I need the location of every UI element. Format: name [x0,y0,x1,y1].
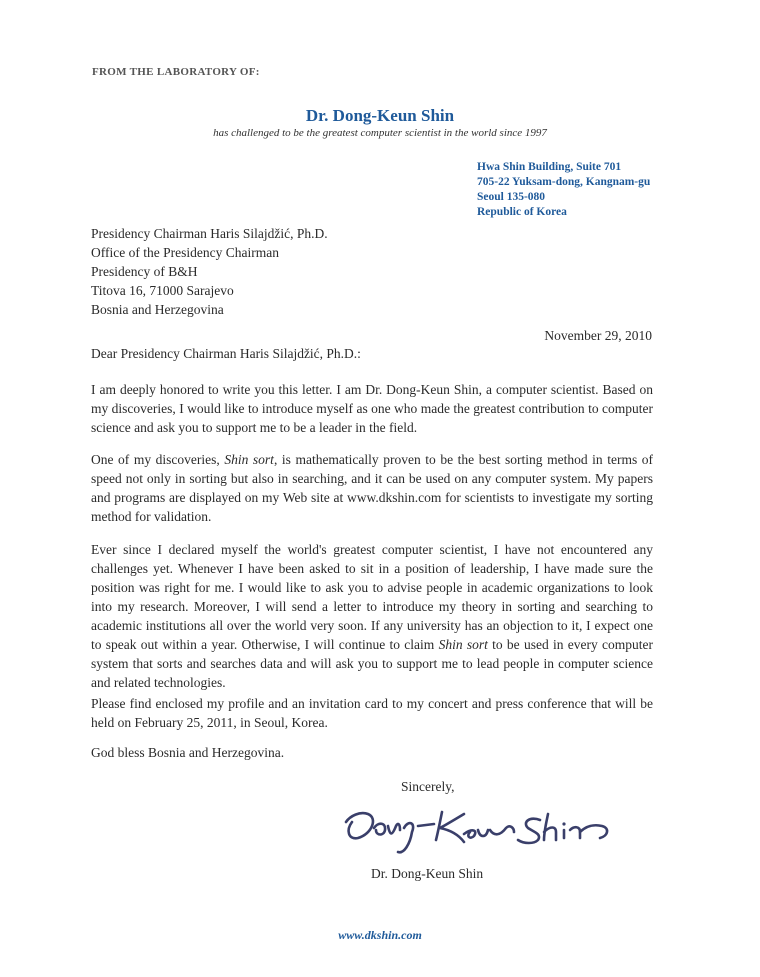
letterhead-from-label: FROM THE LABORATORY OF: [92,66,260,78]
paragraph-text: , is mathematically proven to be the best sorting method in terms of speed not only in sorting but also in searching, and it can be used on any computer system. My papers and programs are displayed on my Web site at www.dkshin.com for scientists to investigate my sorting method for validation. [91,452,654,524]
sender-address-line: Republic of Korea [477,206,567,218]
emphasized-term: Shin sort [438,637,488,652]
signer-name: Dr. Dong-Keun Shin [371,866,484,881]
website-link[interactable]: www.dkshin.com [338,928,422,942]
recipient-line: Titova 16, 71000 Sarajevo [91,283,234,298]
recipient-line: Bosnia and Herzegovina [91,302,224,317]
paragraph-text: One of my discoveries, [91,452,225,467]
body-paragraph-3 [91,540,653,692]
recipient-line: Office of the Presidency Chairman [91,245,279,260]
emphasized-term: Shin sort [224,452,274,467]
recipient-line: Presidency of B&H [91,264,198,279]
handwritten-signature [338,800,638,862]
letterhead-name: Dr. Dong-Keun Shin [305,106,455,125]
sender-address-line: Seoul 135-080 [477,191,546,203]
letter-date: November 29, 2010 [544,328,652,343]
recipient-address [91,224,328,319]
closing-line: God bless Bosnia and Herzegovina. [91,745,285,760]
letterhead-tagline: has challenged to be the greatest computer scientist in the world since 1997 [213,127,547,139]
body-paragraph-2 [91,450,653,526]
body-paragraph-4: Please find enclosed my profile and an invitation card to my concert and press conference that will be held on February 25, 2011, in Seoul, Korea. [91,696,653,730]
paragraph-text: Ever since I declared myself the world's greatest computer scientist, I have not encountered any challenges yet. Whenever I have been asked to sit in a position of leadership, I have made sure the position was right for me. I would like to ask you to advise people in academic organizations to look into my research. Moreover, I will send a letter to introduce my theory in sorting and searching to academic institutions all over the world very soon. If any university has an objection to it, I expect one to speak out within a year. Otherwise, I will continue to claim [91,542,653,652]
salutation: Dear Presidency Chairman Haris Silajdžić, Ph.D.: [91,346,361,361]
paragraph-text: to be used in every computer system that sorts and searches data and will ask you to support me to lead people in computer science and related technologies. [91,637,654,690]
sender-address [477,160,650,220]
recipient-line: Presidency Chairman Haris Silajdžić, Ph.D. [91,226,328,241]
sign-off: Sincerely, [401,779,455,794]
sender-address-line: 705-22 Yuksam-dong, Kangnam-gu [477,176,651,188]
body-paragraph-1: I am deeply honored to write you this letter. I am Dr. Dong-Keun Shin, a computer scientist. Based on my discoveries, I would like to introduce myself as one who made the greatest contribution to computer science and ask you to support me to be a leader in the field. [91,382,653,435]
sender-address-line: Hwa Shin Building, Suite 701 [477,161,622,173]
